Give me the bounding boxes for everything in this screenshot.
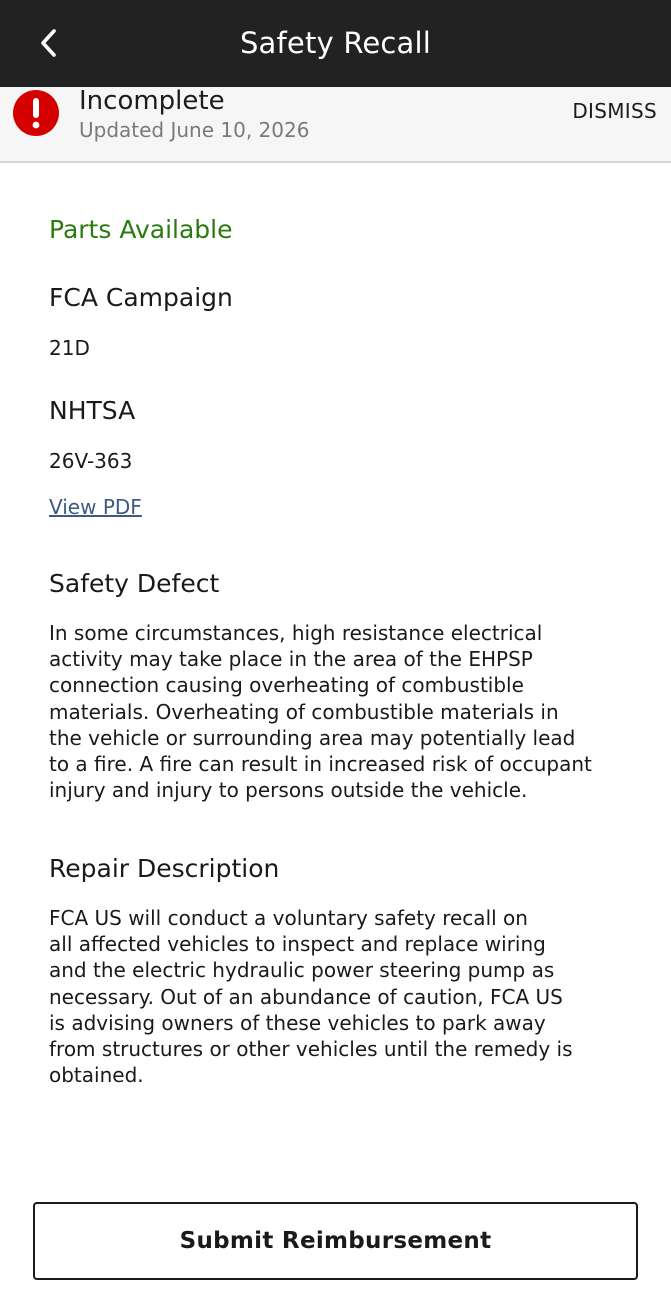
- status-title: Incomplete: [79, 86, 225, 116]
- dismiss-button[interactable]: DISMISS: [572, 99, 657, 123]
- text-line: injury and injury to persons outside the vehicle.: [49, 778, 528, 803]
- text-line: In some circumstances, high resistance electrical: [49, 621, 543, 645]
- alert-circle-icon: [12, 89, 60, 137]
- text-line: FCA US will conduct a voluntary safety recall on: [49, 906, 528, 930]
- nhtsa-value: 26V-363: [49, 449, 133, 473]
- nhtsa-label: NHTSA: [49, 396, 136, 425]
- safety-defect-text: [49, 620, 629, 803]
- text-line: obtained.: [49, 1063, 144, 1088]
- campaign-value: 21D: [49, 336, 90, 360]
- repair-description-text: [49, 905, 629, 1088]
- text-line: is advising owners of these vehicles to park away: [49, 1010, 546, 1035]
- view-pdf-link[interactable]: View PDF: [49, 495, 142, 519]
- text-line: materials. Overheating of combustible materials in: [49, 699, 559, 724]
- safety-defect-title: Safety Defect: [49, 569, 220, 598]
- text-line: connection causing overheating of combustible: [49, 673, 524, 698]
- text-line: activity may take place in the area of the EHPSP: [49, 647, 533, 672]
- text-line: from structures or other vehicles until the remedy is: [49, 1037, 573, 1062]
- repair-description-title: Repair Description: [49, 854, 280, 883]
- page-title: Safety Recall: [239, 26, 432, 60]
- campaign-label: FCA Campaign: [49, 283, 233, 312]
- status-updated-date: Updated June 10, 2026: [79, 118, 310, 142]
- top-app-bar: [0, 0, 671, 87]
- text-line: and the electric hydraulic power steering pump as: [49, 958, 555, 983]
- parts-availability-status: Parts Available: [49, 215, 233, 244]
- text-line: all affected vehicles to inspect and replace wiring: [49, 932, 546, 957]
- text-line: necessary. Out of an abundance of caution, FCA US: [49, 984, 563, 1009]
- text-line: to a fire. A fire can result in increased risk of occupant: [49, 752, 592, 777]
- submit-reimbursement-button[interactable]: Submit Reimbursement: [33, 1202, 638, 1280]
- text-line: the vehicle or surrounding area may potentially lead: [49, 725, 576, 750]
- recall-status-banner: [0, 87, 671, 163]
